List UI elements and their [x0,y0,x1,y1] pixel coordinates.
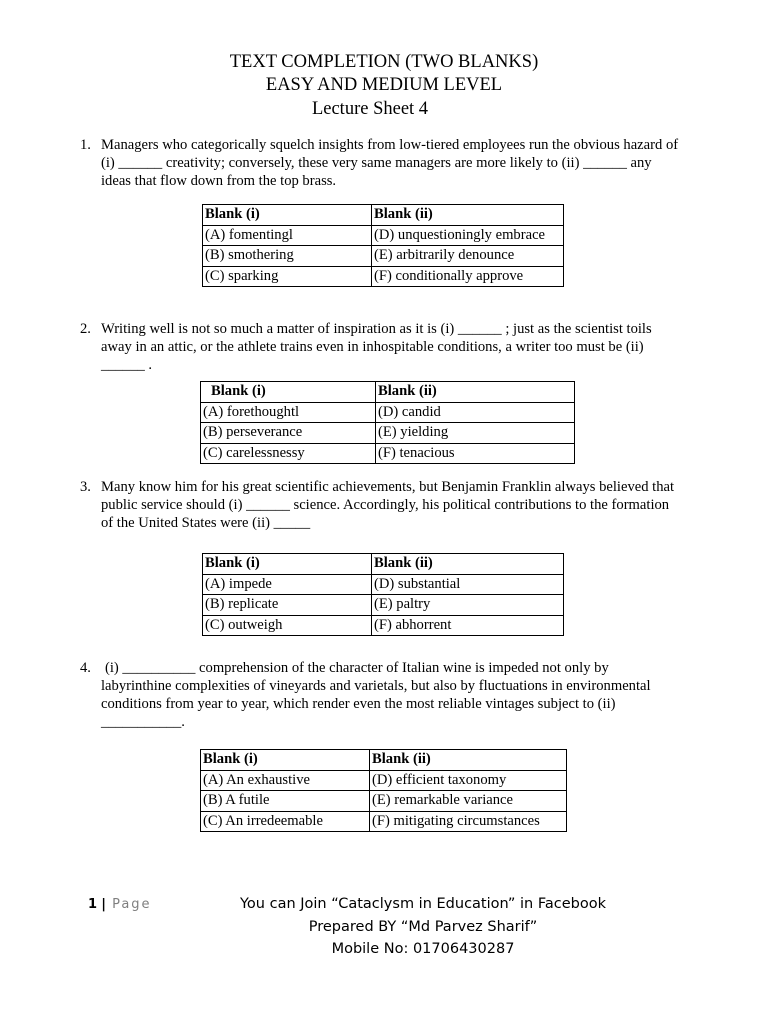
blank-ii-header: Blank (ii) [372,205,564,226]
option-a: (A) forethoughtl [201,402,376,423]
question-text: Managers who categorically squelch insights from low-tiered employees run the obvious hazard of (i) ______ creativity; conversely, these very same managers are more likely to (ii) ______ any ideas that flow down from the top brass. [101,137,679,189]
blank-i-header: Blank (i) [201,750,370,771]
header-level: EASY AND MEDIUM LEVEL [265,75,503,95]
blank-i-header: Blank (i) [203,205,372,226]
question-number: 2. [80,321,91,337]
page-word: Page [112,897,152,912]
blank-ii-header: Blank (ii) [370,750,567,771]
question-number: 4. [80,660,91,676]
question-text: Many know him for his great scientific achievements, but Benjamin Franklin always believed that public service should (i) ______ science. Accordingly, his political contributions to the formation of the United States were (ii) _____ [101,479,675,531]
header-sheet: Lecture Sheet 4 [311,99,429,119]
option-a: (A) An exhaustive [201,770,370,791]
question-number: 1. [80,137,91,153]
option-c: (C) outweigh [203,615,372,636]
option-c: (C) An irredeemable [201,811,370,832]
answer-table-1 [202,204,564,287]
option-b: (B) replicate [203,595,372,616]
blank-i-header: Blank (i) [203,554,372,575]
header-title: TEXT COMPLETION (TWO BLANKS) [229,52,539,72]
blank-ii-header: Blank (ii) [372,554,564,575]
option-e: (E) paltry [372,595,564,616]
option-b: (B) A futile [201,791,370,812]
option-d: (D) substantial [372,574,564,595]
option-e: (E) remarkable variance [370,791,567,812]
option-a: (A) impede [203,574,372,595]
footer-facebook-line: You can Join “Cataclysm in Education” in Facebook [240,896,606,912]
blank-ii-header: Blank (ii) [376,382,575,403]
option-e: (E) yielding [376,423,575,444]
question-number: 3. [80,479,91,495]
option-c: (C) carelessnessy [201,443,376,464]
option-f: (F) abhorrent [372,615,564,636]
option-f: (F) conditionally approve [372,266,564,287]
option-a: (A) fomentingl [203,225,372,246]
question-text: (i) __________ comprehension of the character of Italian wine is impeded not only by labyrinthine complexities of vineyards and varietals, but also by fluctuations in environmental conditions from year to year, which render even the most reliable vintages subject to (ii) ___________. [101,660,651,730]
option-d: (D) efficient taxonomy [370,770,567,791]
page-number: 1 [88,897,98,912]
footer-mobile [190,939,656,960]
answer-table-2 [200,381,575,464]
answer-table-3 [202,553,564,636]
mobile-label: Mobile No: [331,941,409,957]
option-f: (F) tenacious [376,443,575,464]
question-text: Writing well is not so much a matter of inspiration as it is (i) ______ ; just as the scientist toils away in an attic, or the athlete trains even in inhospitable conditions, a writer too must be (ii) ______ . [101,321,652,373]
blank-i-header: Blank (i) [201,382,376,403]
mobile-number: 01706430287 [412,941,515,957]
option-d: (D) candid [376,402,575,423]
footer-prepared-by: Prepared BY “Md Parvez Sharif” [308,919,538,935]
page-number-footer [88,897,152,912]
option-d: (D) unquestioningly embrace [372,225,564,246]
option-b: (B) smothering [203,246,372,267]
page-separator: | [101,897,106,912]
answer-table-4 [200,749,567,832]
option-e: (E) arbitrarily denounce [372,246,564,267]
option-f: (F) mitigating circumstances [370,811,567,832]
option-c: (C) sparking [203,266,372,287]
option-b: (B) perseverance [201,423,376,444]
